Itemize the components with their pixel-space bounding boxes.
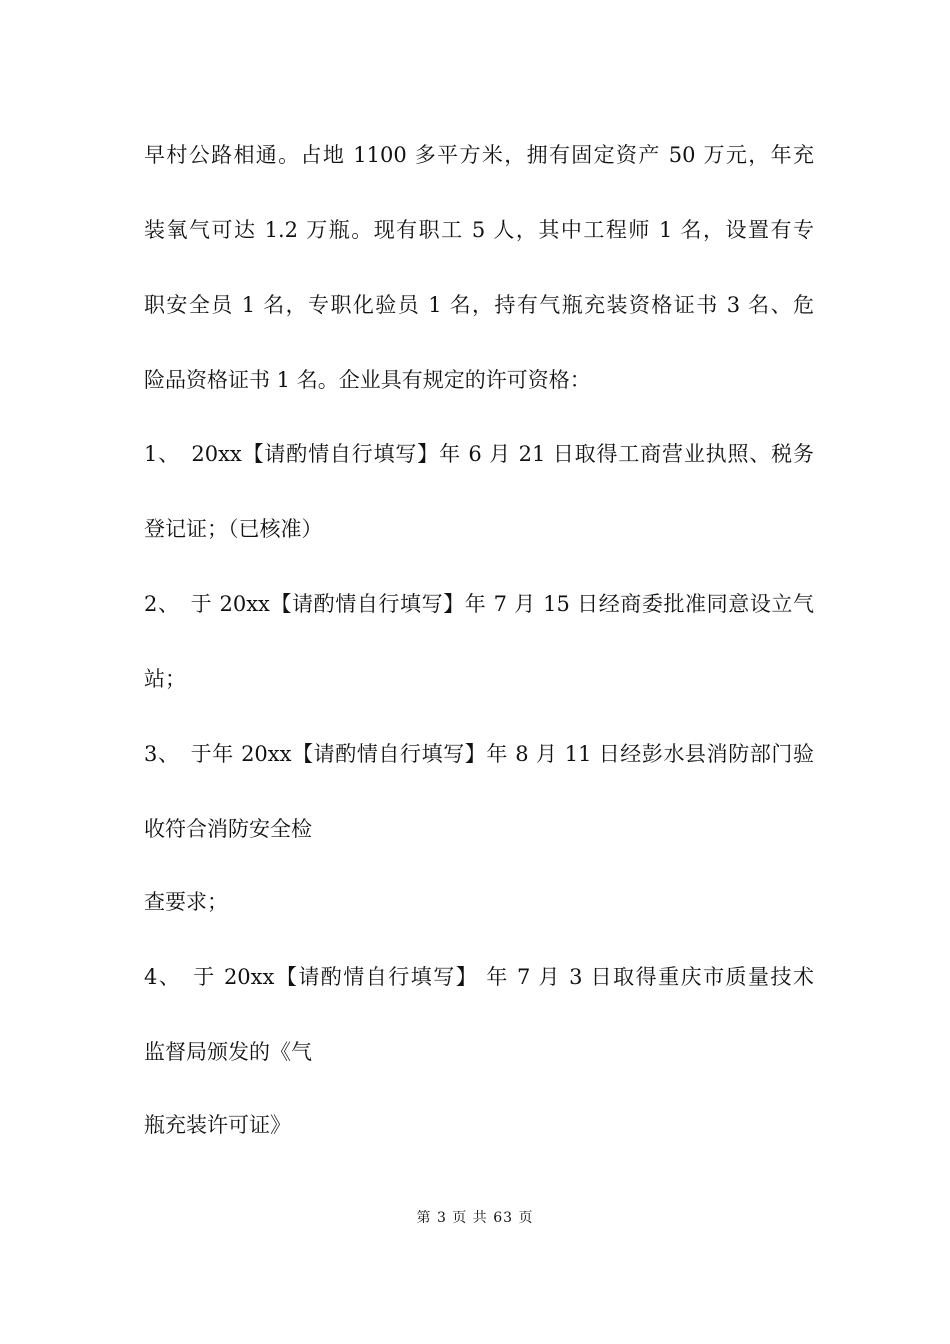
list-item-1-line-2: 登记证；（已核准） [144,517,323,541]
text-line-3: 职安全员 1 名，专职化验员 1 名，持有气瓶充装资格证书 3 名、危 [144,293,814,317]
text-line-1: 早村公路相通。占地 1100 多平方米，拥有固定资产 50 万元，年充 [144,143,814,167]
list-item-2-line-2: 站； [144,667,186,691]
list-item-2-line-1: 2、 于 20xx【请酌情自行填写】年 7 月 15 日经商委批准同意设立气 [144,592,814,616]
page-number-footer: 第 3 页 共 63 页 [416,1210,534,1226]
list-item-4-line-2: 监督局颁发的《气 [144,1040,312,1064]
list-item-4-line-1: 4、 于 20xx【请酌情自行填写】 年 7 月 3 日取得重庆市质量技术 [144,965,814,989]
list-item-4-line-3: 瓶充装许可证》 [144,1113,291,1137]
text-line-2: 装氧气可达 1.2 万瓶。现有职工 5 人，其中工程师 1 名，设置有专 [144,218,814,242]
text-line-4: 险品资格证书 1 名。企业具有规定的许可资格： [144,368,591,392]
list-item-3-line-1: 3、 于年 20xx【请酌情自行填写】年 8 月 11 日经彭水县消防部门验 [144,742,814,766]
list-item-3-line-3: 查要求； [144,890,228,914]
list-item-1-line-1: 1、 20xx【请酌情自行填写】年 6 月 21 日取得工商营业执照、税务 [144,442,814,466]
list-item-3-line-2: 收符合消防安全检 [144,817,312,841]
